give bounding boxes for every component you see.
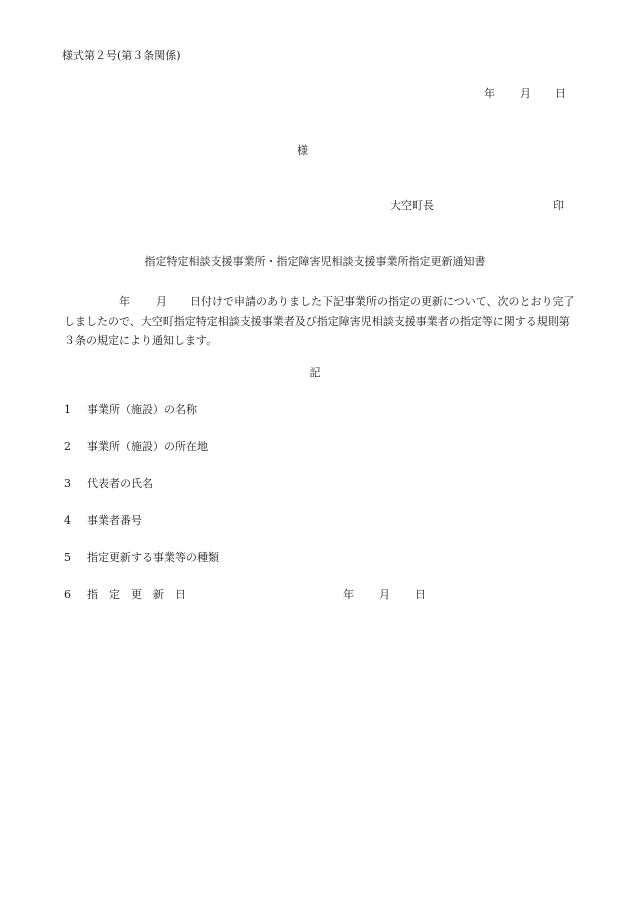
issuer-name: 大空町長 [390, 199, 434, 212]
date-header-day: 日 [555, 87, 566, 100]
list-item [64, 589, 186, 600]
body-year-label: 年 [119, 295, 130, 308]
item-label: 指定更新する事業等の種類 [87, 551, 219, 564]
item-number: 1 [64, 403, 71, 416]
date-header-month: 月 [520, 87, 531, 100]
record-mark: 記 [309, 366, 321, 379]
renewal-date-day: 日 [415, 588, 426, 601]
date-header-year: 年 [484, 87, 495, 100]
form-number: 様式第２号(第３条関係) [62, 49, 181, 62]
seal-mark: 印 [553, 199, 564, 212]
item-number: 3 [64, 477, 71, 490]
list-item [64, 404, 197, 415]
list-item [64, 478, 153, 489]
item-label: 事業所（施設）の名称 [87, 403, 197, 416]
item-label: 事業者番号 [87, 514, 142, 527]
body-paragraph [64, 292, 576, 351]
item-number: 6 [64, 588, 71, 601]
body-text: 日付けで申請のありました下記事業所の指定の更新について、次のとおり完了しましたので、大空町指定特定相談支援事業者及び指定障害児相談支援事業者の指定等に関する規則第３条の規定により通知します。 [64, 295, 575, 347]
list-item [64, 552, 219, 563]
list-item [64, 441, 208, 452]
renewal-date-month: 月 [379, 588, 390, 601]
item-label: 事業所（施設）の所在地 [87, 440, 208, 453]
list-item [64, 515, 142, 526]
item-number: 2 [64, 440, 71, 453]
addressee-suffix: 様 [297, 144, 308, 157]
document-title: 指定特定相談支援事業所・指定障害児相談支援事業所指定更新通知書 [144, 255, 486, 268]
item-number: 4 [64, 514, 71, 527]
item-label: 指 定 更 新 日 [87, 588, 186, 601]
item-number: 5 [64, 551, 71, 564]
body-month-label: 月 [156, 295, 167, 308]
renewal-date-year: 年 [343, 588, 354, 601]
item-label: 代表者の氏名 [87, 477, 153, 490]
